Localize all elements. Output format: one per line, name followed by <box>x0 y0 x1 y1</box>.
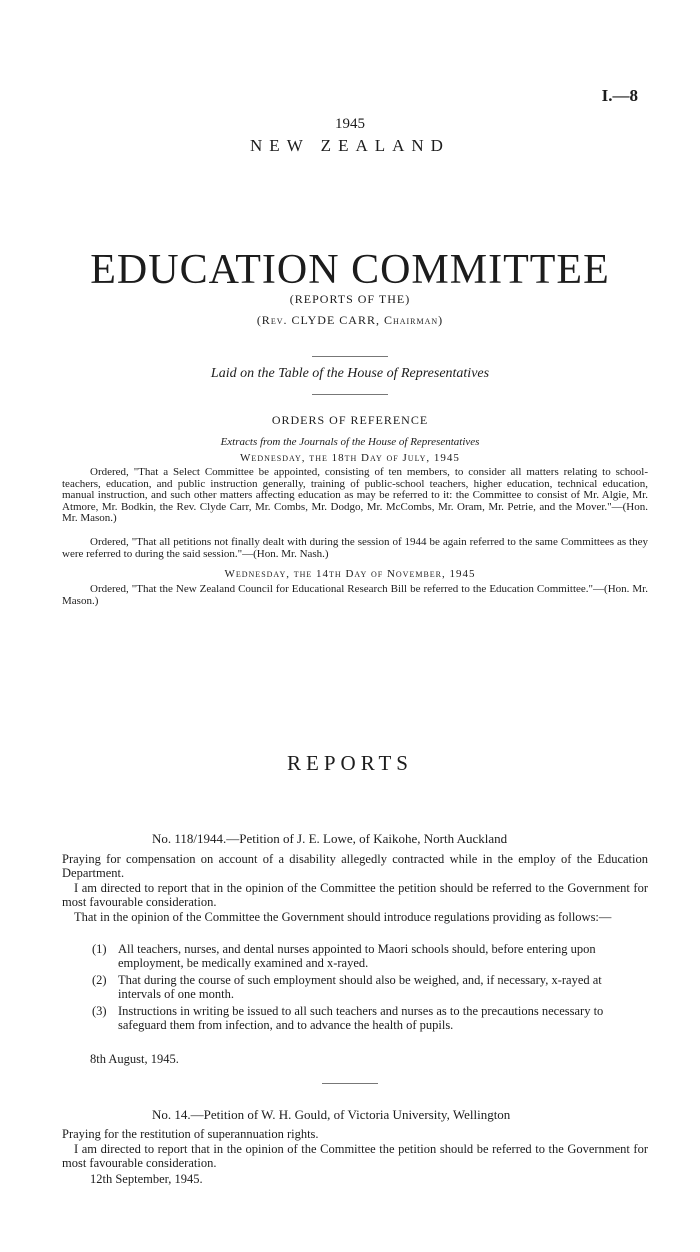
petition-praying: Praying for compensation on account of a disability allegedly contracted while in the employ of the Education Department. <box>62 852 648 880</box>
reports-heading: REPORTS <box>287 751 413 775</box>
petition-heading: No. 14.—Petition of W. H. Gould, of Victoria University, Wellington <box>152 1107 511 1122</box>
main-title: EDUCATION COMMITTEE <box>90 247 610 293</box>
divider <box>312 356 388 357</box>
divider <box>322 1083 378 1084</box>
country: NEW ZEALAND <box>250 136 450 155</box>
item-text: All teachers, nurses, and dental nurses appointed to Maori schools should, before entering upon employment, be medically examined and x-rayed. <box>118 942 596 970</box>
document-reference: I.—8 <box>601 86 638 105</box>
report-date: 12th September, 1945. <box>90 1172 203 1186</box>
item-number: (1) <box>92 942 107 956</box>
orders-heading: ORDERS OF REFERENCE <box>271 413 429 427</box>
subtitle-reports: (REPORTS OF THE) <box>289 292 411 306</box>
item-text: That during the course of such employment should also be weighed, and, if necessary, x-rayed at intervals of one month. <box>118 973 602 1001</box>
divider <box>312 394 388 395</box>
order-paragraph-1: Ordered, "That a Select Committee be appointed, consisting of ten members, to consider all matters relating to school-teachers, education, and public instruction generally, training of public-school teachers, higher education, technical education, manual instruction, and such other matters affecting education as may be referred to it: the Committee to consist of Mr. Algie, Mr. Atmore, Mr. Bodkin, the Rev. Clyde Carr, Mr. Combs, Mr. Dodgo, Mr. McCombs, Mr. Oram, Mr. Petrie, and the Mover."—(Hon. Mr. Mason.) <box>62 466 648 524</box>
list-item <box>92 1004 648 1032</box>
petition-praying: Praying for the restitution of superannuation rights. <box>62 1127 319 1141</box>
report-date: 8th August, 1945. <box>90 1052 179 1066</box>
petition-report: I am directed to report that in the opinion of the Committee the petition should be referred to the Government for most favourable consideration. <box>62 881 648 909</box>
item-text: Instructions in writing be issued to all such teachers and nurses as to the precautions necessary to safeguard them from infection, and to advance the health of pupils. <box>118 1004 604 1032</box>
item-number: (3) <box>92 1004 107 1018</box>
list-item <box>92 973 648 1001</box>
order-paragraph-3: Ordered, "That the New Zealand Council for Educational Research Bill be referred to the Education Committee."—(Hon. Mr. Mason.) <box>62 583 648 607</box>
order-date-1: Wednesday, the 18th Day of July, 1945 <box>240 452 460 464</box>
item-number: (2) <box>92 973 107 987</box>
list-item <box>92 942 648 970</box>
subtitle-chairman: (Rev. CLYDE CARR, Chairman) <box>256 313 444 327</box>
extracts-line: Extracts from the Journals of the House of Representatives <box>220 436 480 448</box>
order-date-2: Wednesday, the 14th Day of November, 1945 <box>224 568 476 580</box>
order-paragraph-2: Ordered, "That all petitions not finally dealt with during the session of 1944 be again referred to the same Committees as they were referred to during the said session."—(Hon. Mr. Nash.) <box>62 536 648 560</box>
petition-heading: No. 118/1944.—Petition of J. E. Lowe, of Kaikohe, North Auckland <box>152 831 508 846</box>
petition-regulations-intro: That in the opinion of the Committee the Government should introduce regulations providing as follows:— <box>74 910 612 924</box>
year: 1945 <box>335 116 365 132</box>
petition-report: I am directed to report that in the opinion of the Committee the petition should be referred to the Government for most favourable consideration. <box>62 1142 648 1170</box>
laid-on-table: Laid on the Table of the House of Representatives <box>210 366 490 381</box>
